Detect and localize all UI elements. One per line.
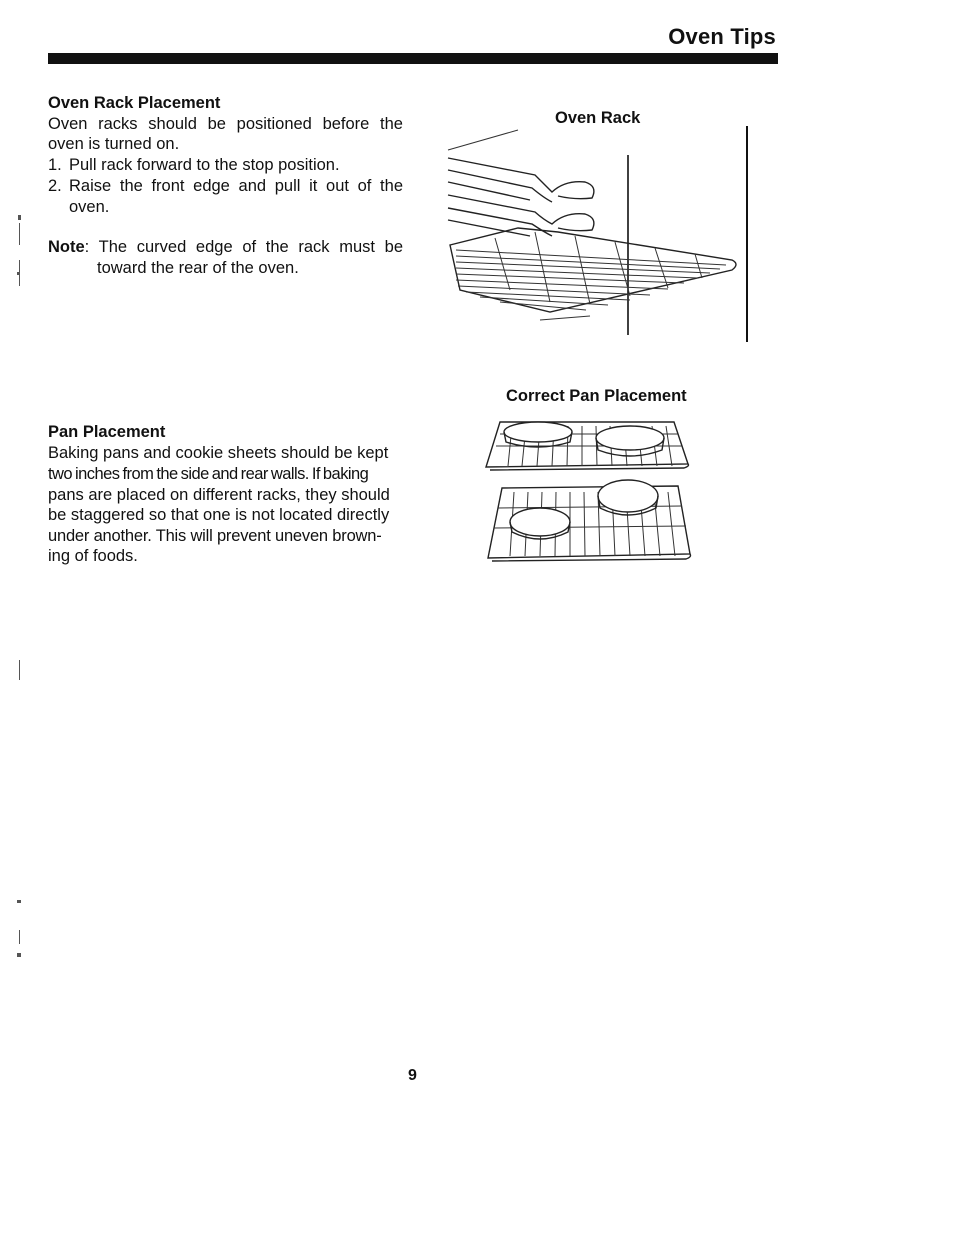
upper-rack	[486, 422, 689, 470]
pan-text-line6: ing of foods.	[48, 547, 138, 565]
note-line1	[48, 237, 403, 258]
page-number: 9	[408, 1067, 417, 1084]
step-1-text: Pull rack forward to the stop position.	[69, 156, 340, 174]
step-1-number: 1.	[48, 156, 62, 174]
pan-text-line2: two inches from the side and rear walls. If baking	[48, 465, 369, 483]
note-label: Note	[48, 238, 85, 256]
scan-artifacts	[14, 205, 28, 965]
pan-placement-illustration	[482, 412, 697, 567]
step-2-line2: oven.	[69, 198, 110, 216]
step-2-number: 2.	[48, 177, 62, 195]
oven-rack-caption: Oven Rack	[555, 109, 641, 127]
pan-text-line5: under another. This will prevent uneven brown-	[48, 527, 382, 545]
page-title: Oven Tips	[668, 24, 776, 49]
pan-placement-caption: Correct Pan Placement	[506, 387, 687, 405]
note-line2: toward the rear of the oven.	[97, 259, 299, 277]
rack-intro-line1: Oven racks should be positioned before the	[48, 115, 403, 133]
rack-section-heading: Oven Rack Placement	[48, 94, 221, 112]
pan-text-line4: be staggered so that one is not located directly	[48, 506, 390, 524]
lower-rack	[488, 480, 691, 561]
step-2-line1: Raise the front edge and pull it out of the	[69, 177, 403, 195]
oven-rack-illustration	[440, 120, 760, 345]
pan-text-line1: Baking pans and cookie sheets should be kept	[48, 444, 389, 462]
title-rule	[48, 53, 778, 64]
rack-intro-line2: oven is turned on.	[48, 135, 180, 153]
pan-text-line3: pans are placed on different racks, they should	[48, 486, 390, 504]
pan-section-heading: Pan Placement	[48, 423, 166, 441]
note-text-line1: : The curved edge of the rack must be	[84, 238, 403, 256]
